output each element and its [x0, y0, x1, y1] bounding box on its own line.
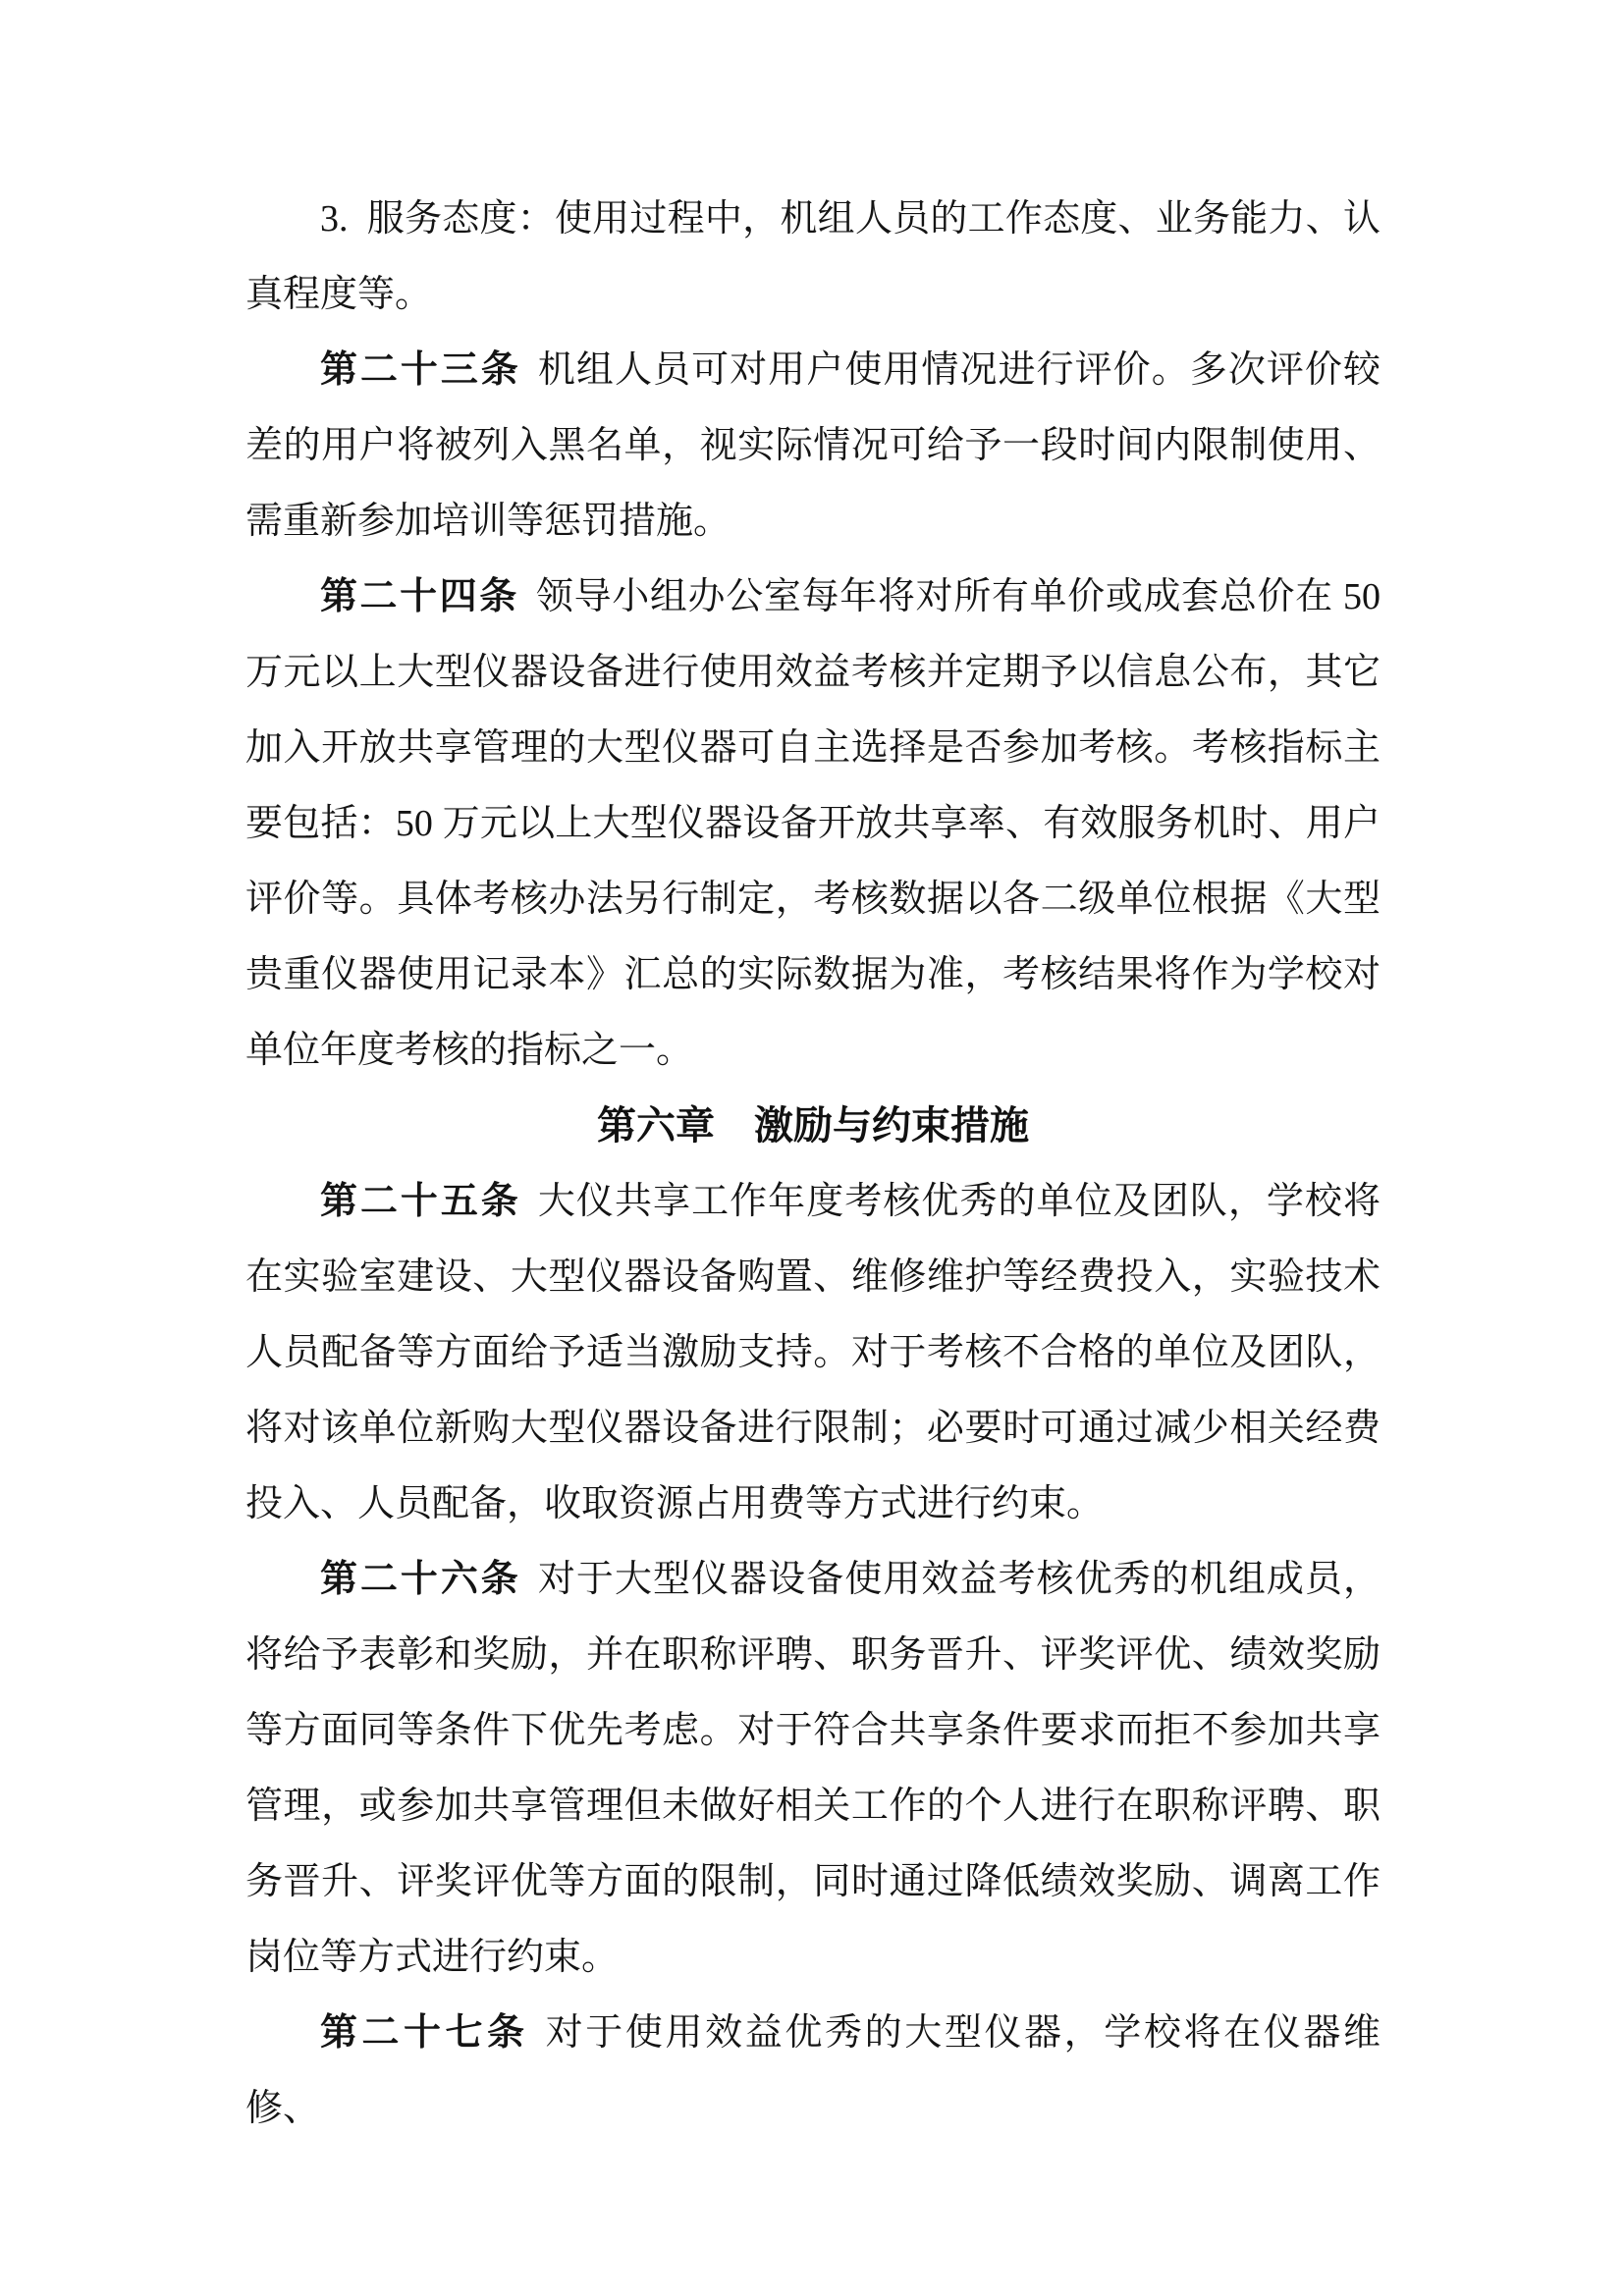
article-27	[245, 1996, 1380, 2147]
article-27-label: 第二十七条	[320, 2012, 529, 2054]
article-23-label: 第二十三条	[320, 349, 521, 391]
article-27-text: 对于使用效益优秀的大型仪器，学校将在仪器维修、	[245, 2012, 1380, 2129]
article-23-text: 机组人员可对用户使用情况进行评价。多次评价较差的用户将被列入黑名单，视实际情况可给予一段时间内限制使用、需重新参加培训等惩罚措施。	[245, 349, 1380, 542]
article-26-label: 第二十六条	[320, 1559, 521, 1600]
article-24-label: 第二十四条	[320, 576, 519, 617]
list-item-service-attitude	[245, 182, 1380, 333]
article-25-label: 第二十五条	[320, 1181, 521, 1222]
article-26	[245, 1542, 1380, 1996]
article-26-text: 对于大型仪器设备使用效益考核优秀的机组成员，将给予表彰和奖励，并在职称评聘、职务晋升、评奖评优、绩效奖励等方面同等条件下优先考虑。对于符合共享条件要求而拒不参加共享管理，或参加共享管理但未做好相关工作的个人进行在职称评聘、职务晋升、评奖评优等方面的限制，同时通过降低绩效奖励、调离工作岗位等方式进行约束。	[245, 1559, 1380, 1978]
list-item-number: 3.	[320, 198, 349, 240]
article-24	[245, 560, 1380, 1089]
article-25	[245, 1164, 1380, 1542]
chapter-6-heading: 第六章 激励与约束措施	[597, 1104, 1029, 1148]
list-item-text: 服务态度：使用过程中，机组人员的工作态度、业务能力、认真程度等。	[245, 198, 1380, 315]
article-24-text: 领导小组办公室每年将对所有单价或成套总价在 50 万元以上大型仪器设备进行使用效益考核并定期予以信息公布，其它加入开放共享管理的大型仪器可自主选择是否参加考核。考核指标主要包括：50 万元以上大型仪器设备开放共享率、有效服务机时、用户评价等。具体考核办法另行制定，考核数据以各二级单位根据《大型贵重仪器使用记录本》汇总的实际数据为准，考核结果将作为学校对单位年度考核的指标之一。	[245, 576, 1380, 1071]
document-body	[245, 182, 1380, 2147]
article-23	[245, 333, 1380, 560]
article-25-text: 大仪共享工作年度考核优秀的单位及团队，学校将在实验室建设、大型仪器设备购置、维修维护等经费投入，实验技术人员配备等方面给予适当激励支持。对于考核不合格的单位及团队，将对该单位新购大型仪器设备进行限制；必要时可通过减少相关经费投入、人员配备，收取资源占用费等方式进行约束。	[245, 1181, 1380, 1524]
